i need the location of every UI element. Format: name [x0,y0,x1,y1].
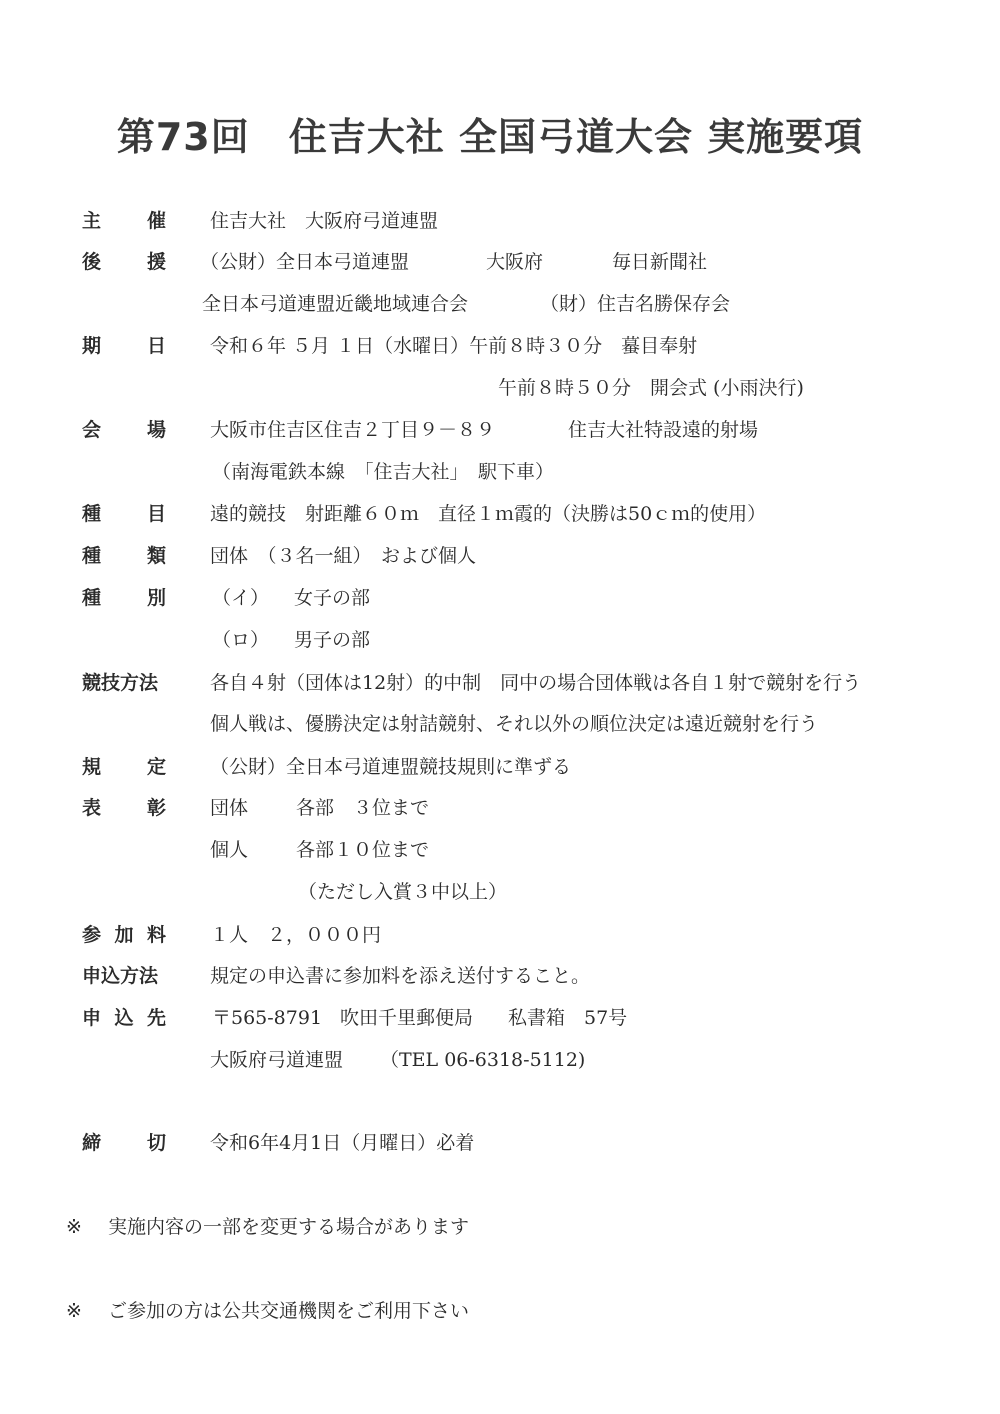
award-text: 各部１０位まで [296,839,430,861]
label-char: 後 [82,251,102,273]
date-value: 令和６年 ５月 １日（水曜日）午前８時３０分 蟇目奉射 [210,335,698,357]
label-char: 彰 [146,797,166,819]
label-char: 定 [146,756,166,778]
label-char: 料 [146,924,166,946]
division-mark: （イ） [212,587,270,609]
apply-to-label [82,1003,166,1033]
po-box: 私書箱 57号 [508,1007,628,1029]
venue-access: （南海電鉄本線 「住吉大社」 駅下車） [212,461,555,483]
note-item [66,1212,469,1239]
sponsors-label-text [82,247,166,277]
apply-to-label-text [82,1003,166,1033]
division-label-text [82,583,166,613]
fee-value: １人 ２，０００円 [210,924,382,946]
organizer-value: 住吉大社 大阪府弓道連盟 [210,210,439,232]
method-value-2: 個人戦は、優勝決定は射詰競射、それ以外の順位決定は遠近競射を行う [210,713,819,735]
division-mark: （ロ） [212,629,270,651]
sponsor-item: 毎日新聞社 [612,251,708,273]
division-text: 男子の部 [294,629,371,651]
apply-method-value: 規定の申込書に参加料を添え送付すること。 [210,965,591,987]
post-office: 吹田千里郵便局 [340,1007,474,1029]
label-char: 切 [146,1132,166,1154]
note-text: ご参加の方は公共交通機関をご利用下さい [108,1300,470,1322]
division-text: 女子の部 [294,587,371,609]
label-char: 先 [146,1007,166,1029]
method-value: 各自４射（団体は12射）的中制 同中の場合団体戦は各自１射で競射を行う [210,672,862,694]
event-value: 遠的競技 射距離６０ｍ 直径１ｍ霞的（決勝は50ｃｍ的使用） [210,503,767,525]
deadline-label-text [82,1128,166,1158]
label-char: 別 [146,587,166,609]
label-char: 類 [146,545,166,567]
sponsor-item: （公財）全日本弓道連盟 [200,251,410,273]
event-label-text [82,499,166,529]
label-char: 場 [146,419,166,441]
date-label-text [82,331,166,361]
sponsor-item: 全日本弓道連盟近畿地域連合会 [202,293,469,315]
note-mark: ※ [66,1216,82,1238]
award-name: 個人 [210,839,249,861]
apply-to-tel: （TEL 06-6318-5112) [380,1049,586,1071]
awards-label [82,793,166,823]
label-char: 規 [82,756,102,778]
apply-method-label-text: 申込方法 [82,965,159,987]
note-text: 実施内容の一部を変更する場合があります [108,1216,470,1238]
label-char: 種 [82,503,102,525]
method-label [82,668,166,698]
rules-label [82,752,166,782]
label-char: 込 [114,1007,134,1029]
organizer-label-text [82,206,166,236]
note-mark: ※ [66,1300,82,1322]
label-char: 表 [82,797,102,819]
award-name: 団体 [210,797,249,819]
apply-to-org: 大阪府弓道連盟 [210,1049,344,1071]
label-char: 会 [82,419,102,441]
date-label [82,331,166,361]
awards-label-text [82,793,166,823]
rules-label-text [82,752,166,782]
deadline-label [82,1128,166,1158]
label-char: 参 [82,924,102,946]
label-char: 主 [82,210,102,232]
label-char: 締 [82,1132,102,1154]
type-label-text [82,541,166,571]
label-char: 加 [114,924,134,946]
label-char: 催 [146,210,166,232]
event-label [82,499,166,529]
label-char: 申 [82,1007,102,1029]
venue-place: 住吉大社特設遠的射場 [568,419,759,441]
date-value-2: 午前８時５０分 開会式 (小雨決行) [498,377,804,399]
label-char: 目 [146,503,166,525]
note-item [66,1296,469,1323]
sponsor-item: 大阪府 [486,251,544,273]
type-label [82,541,166,571]
venue-label [82,415,166,445]
venue-label-text [82,415,166,445]
label-char: 期 [82,335,102,357]
organizer-label [82,206,166,236]
fee-label-text [82,920,166,950]
sponsor-item: （財）住吉名勝保存会 [540,293,731,315]
deadline-value: 令和6年4月1日（月曜日）必着 [210,1132,475,1154]
apply-method-label [82,961,166,991]
label-char: 援 [146,251,166,273]
fee-label [82,920,166,950]
postal-code: 〒565-8791 [212,1007,323,1029]
sponsors-label [82,247,166,277]
award-text: 各部 ３位まで [296,797,430,819]
label-char: 種 [82,545,102,567]
page-title: 第73回 住吉大社 全国弓道大会 実施要項 [116,115,864,159]
venue-address: 大阪市住吉区住吉２丁目９－８９ [210,419,496,441]
rules-value: （公財）全日本弓道連盟競技規則に準ずる [210,756,572,778]
label-char: 日 [146,335,166,357]
division-label [82,583,166,613]
label-char: 種 [82,587,102,609]
awards-note: （ただし入賞３中以上） [298,881,508,903]
type-value: 団体 （３名一組） および個人 [210,545,477,567]
method-label-text: 競技方法 [82,672,159,694]
